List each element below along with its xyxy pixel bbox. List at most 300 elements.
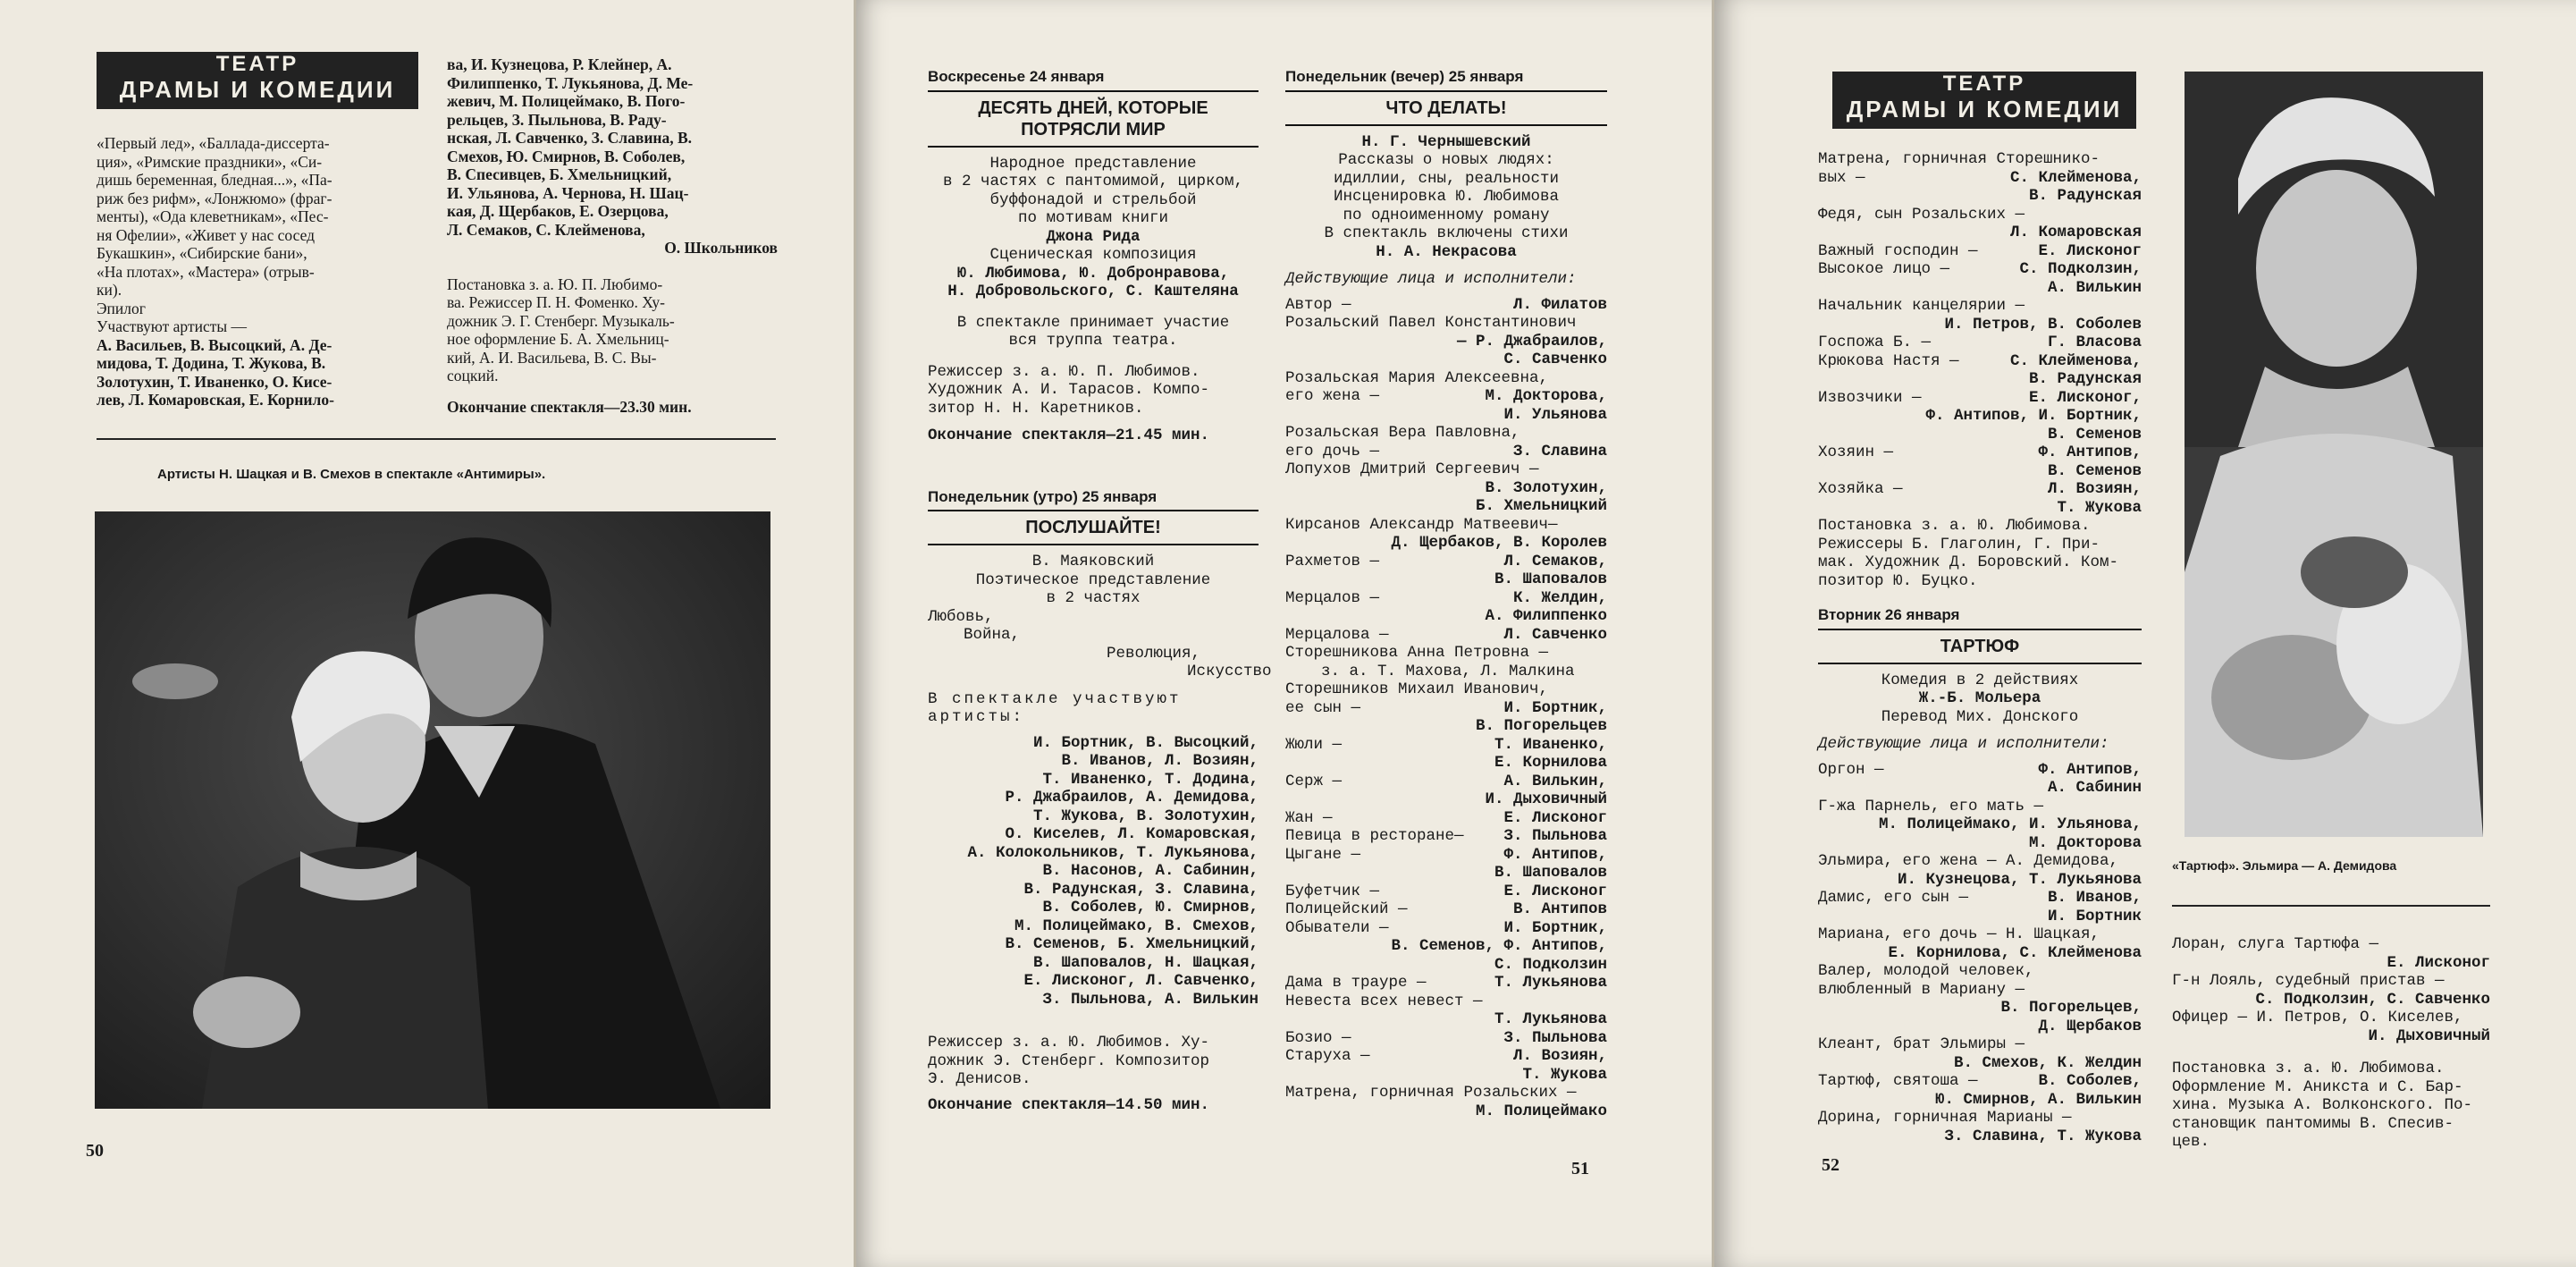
role-row — [1285, 589, 1607, 608]
credits-line: Оформление М. Аникста и С. Бар- — [2172, 1077, 2463, 1096]
role-name: Клеант, брат Эльмиры — — [1818, 1035, 2025, 1053]
role-name: его жена — — [1285, 387, 1380, 405]
description-line: Рассказы о новых людях: — [1338, 151, 1554, 169]
role-row — [1818, 206, 2142, 224]
role-performer: И. Ульянова — [1503, 405, 1607, 424]
description-line: Н. Г. Чернышевский — [1361, 132, 1531, 151]
program-line: риж без рифм», «Лонжюмо» (фраг- — [97, 189, 333, 207]
role-performer: З. Славина — [1512, 442, 1607, 460]
part-line: Революция, — [1107, 644, 1201, 663]
role-row — [1285, 460, 1607, 479]
role-row — [1818, 150, 2142, 169]
role-row — [1818, 426, 2142, 444]
role-name: Матрена, горничная Розальских — — [1285, 1084, 1577, 1102]
role-performer: Л. Возиян, — [2047, 480, 2142, 498]
cast-line: В. Насонов, А. Сабинин, — [1042, 862, 1259, 880]
program-text-column-1 — [97, 134, 423, 410]
role-performer: Е. Лисконог — [1503, 808, 1607, 827]
title-line: ЧТО ДЕЛАТЬ! — [1385, 97, 1507, 118]
credits-line: Постановка з. а. Ю. Любимова. — [2172, 1060, 2445, 1077]
spacer — [928, 418, 1259, 427]
role-row — [1818, 889, 2142, 908]
performance-date: Воскресенье 24 января — [928, 68, 1105, 85]
program-line: Участвуют артисты — — [97, 317, 248, 335]
role-name: Важный господин — — [1818, 241, 1978, 260]
program-text-column-2 — [447, 55, 778, 416]
credits-line: зитор Н. Н. Каретников. — [928, 399, 1144, 418]
role-row — [1818, 852, 2142, 871]
spacer — [928, 301, 1259, 314]
role-row — [1285, 387, 1607, 406]
credits-line: Режиссер з. а. Ю. П. Любимов. — [928, 362, 1200, 381]
credits-line: Постановка з. а. Ю. П. Любимо- — [447, 275, 663, 293]
cast-line: О. Киселев, Л. Комаровская, — [1005, 825, 1259, 843]
role-row — [1285, 1010, 1607, 1029]
role-name: Жюли — — [1285, 735, 1343, 754]
role-row — [1285, 809, 1607, 828]
role-row — [1285, 479, 1607, 498]
role-row — [1818, 981, 2142, 1000]
role-name: Бозио — — [1285, 1028, 1351, 1047]
role-row — [1285, 883, 1607, 901]
page-number: 52 — [1822, 1155, 1839, 1175]
description-line: буффонадой и стрельбой — [989, 190, 1197, 209]
end-time: Окончание спектакля—23.30 мин. — [447, 397, 692, 416]
role-row — [1285, 937, 1607, 956]
description-line: по одноименному роману — [1343, 206, 1550, 224]
title-line: ДЕСЯТЬ ДНЕЙ, КОТОРЫЕ — [978, 97, 1208, 118]
role-row — [1285, 736, 1607, 755]
cast-line: О. Школьников — [664, 239, 778, 257]
role-name: з. а. Т. Махова, Л. Малкина — [1321, 662, 1575, 680]
role-row — [1285, 1047, 1607, 1066]
spacer — [928, 351, 1259, 363]
role-row — [1818, 1054, 2142, 1073]
program-line: ция», «Римские праздники», «Си- — [97, 152, 323, 171]
performance-date: Понедельник (утро) 25 января — [928, 487, 1158, 505]
role-performer: И. Петров, В. Соболев — [1944, 315, 2142, 334]
spacer — [928, 1089, 1259, 1096]
role-performer: Т. Лукьянова — [1494, 974, 1607, 992]
spacer — [1818, 754, 2142, 761]
role-performer: И. Бортник, — [1503, 918, 1607, 937]
credits-line: хина. Музыка А. Волконского. По- — [2172, 1096, 2473, 1114]
role-performer: Л. Комаровская — [2009, 224, 2142, 241]
role-name: Эльмира, его жена — А. Демидова, — [1818, 852, 2119, 870]
cast-line: В. Соболев, Ю. Смирнов, — [1042, 899, 1259, 916]
role-row — [1285, 333, 1607, 351]
title-line: ПОСЛУШАЙТЕ! — [1025, 518, 1161, 537]
theatre-banner: ТЕАТР ДРАМЫ И КОМЕДИИ — [1832, 72, 2136, 129]
role-row — [1285, 754, 1607, 773]
note-line: вся труппа театра. — [1008, 332, 1178, 350]
role-row — [1818, 779, 2142, 798]
role-row — [1285, 1029, 1607, 1048]
role-performer: В. Иванов, — [2047, 889, 2142, 907]
end-time: Окончание спектакля—14.50 мин. — [928, 1095, 1210, 1114]
role-row — [1818, 871, 2142, 890]
role-name: Лопухов Дмитрий Сергеевич — — [1285, 460, 1539, 478]
cast-line: Е. Лисконог, Л. Савченко, — [1023, 972, 1259, 990]
role-row — [1818, 999, 2142, 1018]
credits-line: Режиссер з. а. Ю. Любимов. Ху- — [928, 1034, 1210, 1052]
spacer — [928, 727, 1259, 734]
role-row — [1818, 834, 2142, 853]
spacer — [1818, 590, 2142, 606]
role-row — [1285, 773, 1607, 791]
role-performer: Ю. Смирнов, А. Вилькин — [1934, 1090, 2142, 1109]
role-name: Невеста всех невест — — [1285, 992, 1483, 1010]
role-row — [1285, 956, 1607, 975]
role-name: Буфетчик — — [1285, 882, 1380, 900]
description-line: по мотивам книги — [1017, 209, 1169, 227]
program-column-monday-evening — [1285, 68, 1607, 1120]
cast-line: Л. Семаков, С. Клейменова, — [447, 220, 645, 239]
role-name: Хозяйка — — [1818, 480, 1903, 498]
role-name: Автор — — [1285, 295, 1351, 314]
role-performer: Л. Филатов — [1512, 295, 1607, 314]
spacer — [928, 445, 1259, 488]
performance-title — [1818, 629, 2142, 664]
cast-line: нская, Л. Савченко, З. Славина, В. — [447, 129, 693, 147]
role-row — [1818, 908, 2142, 926]
performance-title — [928, 90, 1259, 148]
role-row — [1285, 717, 1607, 736]
role-name: Г-н Лояль, судебный пристав — — [2172, 972, 2445, 990]
role-row — [1285, 919, 1607, 938]
role-performer: И. Дыховичный — [2368, 1026, 2490, 1045]
credits-line: Постановка з. а. Ю. Любимова. — [1818, 517, 2091, 535]
role-performer: З. Пыльнова — [1503, 1028, 1607, 1047]
credits-line: Э. Денисов. — [928, 1070, 1031, 1088]
cast-line: В. Иванов, Л. Возиян, — [1061, 752, 1259, 770]
cast-line: Т. Жукова, В. Золотухин, — [1032, 807, 1259, 825]
role-name: Мариана, его дочь — Н. Шацкая, — [1818, 925, 2100, 943]
role-performer: Ф. Антипов, — [2038, 443, 2142, 461]
role-row — [1818, 242, 2142, 261]
role-row — [1285, 680, 1607, 699]
description-line: Комедия в 2 действиях — [1881, 671, 2079, 689]
description-line: в 2 частях с пантомимой, цирком, — [942, 173, 1244, 190]
role-name: Хозяин — — [1818, 443, 1894, 461]
role-performer: Е. Корнилова — [1494, 754, 1607, 772]
role-row — [1818, 260, 2142, 279]
role-name: Г-жа Парнель, его мать — — [1818, 797, 2044, 815]
role-name: Певица в ресторане— — [1285, 827, 1464, 845]
role-row — [1285, 626, 1607, 645]
credits-line: кий, А. И. Васильева, В. С. Вы- — [447, 348, 657, 367]
role-performer: — Р. Джабраилов, — [1456, 332, 1607, 351]
role-row — [1818, 944, 2142, 963]
role-row — [1818, 316, 2142, 334]
cast-heading: артисты: — [928, 708, 1025, 726]
role-row — [2172, 1009, 2490, 1027]
credits-line: ное оформление Б. А. Хмельниц- — [447, 330, 669, 348]
role-performer: В. Радунская — [2028, 370, 2142, 388]
credits-line: цев. — [2172, 1133, 2210, 1151]
role-name: Офицер — И. Петров, О. Киселев, — [2172, 1009, 2463, 1026]
part-line: Искусство — [1187, 663, 1272, 680]
role-performer: С. Клейменова, — [2009, 351, 2142, 370]
role-row — [1285, 699, 1607, 718]
role-row — [2172, 954, 2490, 973]
role-row — [1285, 443, 1607, 461]
role-performer: И. Кузнецова, Т. Лукьянова — [1897, 870, 2142, 889]
role-performer: А. Вилькин — [2047, 278, 2142, 297]
spacer — [1285, 289, 1607, 296]
role-row — [1285, 992, 1607, 1011]
program-line: ня Офелии», «Живет у нас сосед — [97, 225, 316, 244]
role-performer: В. Смехов, К. Желдин — [1953, 1053, 2142, 1072]
role-name: вых — — [1818, 168, 1865, 187]
role-row — [1818, 962, 2142, 981]
role-name: Начальник канцелярии — — [1818, 297, 2025, 315]
role-performer: В. Семенов — [2047, 425, 2142, 443]
role-row — [1818, 462, 2142, 481]
photo-caption: «Тартюф». Эльмира — А. Демидова — [2172, 858, 2397, 873]
role-row — [1818, 279, 2142, 298]
description-line: в 2 частях — [1046, 589, 1141, 607]
role-name: Матрена, горничная Сторешнико- — [1818, 150, 2100, 168]
cast-line: В. Радунская, З. Славина, — [1023, 880, 1259, 899]
role-row — [1285, 553, 1607, 571]
cast-line: И. Бортник, В. Высоцкий, — [1032, 733, 1259, 752]
role-performer: Л. Савченко — [1503, 625, 1607, 644]
role-name: Федя, сын Розальских — — [1818, 205, 2025, 224]
role-performer: В. Семенов — [2047, 461, 2142, 480]
role-performer: В. Семенов, Ф. Антипов, — [1391, 937, 1607, 955]
spacer — [1285, 261, 1607, 270]
role-name: Полицейский — — [1285, 900, 1408, 918]
end-time: Окончание спектакля—21.45 мин. — [928, 427, 1210, 444]
role-performer: А. Филиппенко — [1485, 607, 1607, 625]
role-row — [1818, 169, 2142, 188]
cast-line: З. Пыльнова, А. Вилькин — [1042, 990, 1259, 1009]
cast-line: Р. Джабраилов, А. Демидова, — [1005, 789, 1259, 807]
role-name: Мерцалов — — [1285, 588, 1380, 607]
credits-line: дожник Э. Г. Стенберг. Музыкаль- — [447, 311, 675, 330]
role-name: Сторешников Михаил Иванович, — [1285, 680, 1549, 698]
credits-line: соцкий. — [447, 367, 499, 384]
role-name: Серж — — [1285, 772, 1343, 790]
role-performer: Д. Щербаков, В. Королев — [1391, 534, 1607, 552]
role-name: Высокое лицо — — [1818, 260, 1950, 278]
page-51 — [856, 0, 1714, 1267]
role-performer: Т. Лукьянова — [1494, 1010, 1607, 1028]
title-line: ПОТРЯСЛИ МИР — [1021, 119, 1166, 139]
role-row — [1818, 443, 2142, 462]
role-name: его дочь — — [1285, 442, 1380, 460]
role-performer: М. Полицеймако, И. Ульянова, — [1878, 815, 2142, 833]
role-name: Дама в трауре — — [1285, 974, 1427, 992]
role-performer: М. Докторова — [2028, 833, 2142, 852]
description-line: В спектакль включены стихи — [1324, 224, 1569, 242]
cast-line: Т. Иваненко, Т. Додина, — [1042, 770, 1259, 789]
role-performer: К. Желдин, — [1512, 588, 1607, 607]
role-name: Валер, молодой человек, — [1818, 962, 2034, 980]
role-row — [1285, 974, 1607, 992]
program-column-credits — [2172, 935, 2490, 1152]
role-performer: З. Славина, Т. Жукова — [1944, 1127, 2142, 1145]
role-row — [1285, 406, 1607, 425]
role-row — [1285, 1084, 1607, 1102]
cast-line: лев, Л. Комаровская, Е. Корнило- — [97, 391, 334, 409]
role-row — [1285, 534, 1607, 553]
role-name: Дорина, горничная Марианы — — [1818, 1109, 2072, 1127]
role-performer: С. Подколзин, — [2019, 260, 2142, 278]
role-performer: И. Бортник, — [1503, 698, 1607, 717]
role-performer: Т. Жукова — [2057, 498, 2142, 517]
role-row — [1818, 1018, 2142, 1036]
role-name: Оргон — — [1818, 760, 1884, 779]
role-performer: Б. Хмельницкий — [1475, 497, 1607, 515]
credits-line: становщик пантомимы В. Спесив- — [2172, 1114, 2454, 1133]
role-performer: Е. Лисконог — [1503, 882, 1607, 900]
role-name: Розальская Мария Алексеевна, — [1285, 368, 1549, 387]
role-name: Цыгане — — [1285, 845, 1361, 864]
cast-heading: В спектакле участвуют — [928, 689, 1182, 708]
role-row — [1285, 424, 1607, 443]
performance-title — [928, 510, 1259, 545]
role-performer: В. Соболев, — [2038, 1072, 2142, 1090]
page-50 — [0, 0, 856, 1267]
role-name: Дамис, его сын — — [1818, 889, 1969, 907]
spacer — [447, 385, 778, 398]
role-name: Розальская Вера Павловна, — [1285, 424, 1520, 442]
role-row — [2172, 991, 2490, 1009]
role-row — [1285, 314, 1607, 333]
description-line: Н. А. Некрасова — [1376, 242, 1517, 261]
page-number: 50 — [86, 1141, 104, 1161]
role-name: Жан — — [1285, 808, 1333, 827]
role-name: Мерцалова — — [1285, 625, 1389, 644]
role-name: ее сын — — [1285, 698, 1361, 717]
role-row — [1818, 1072, 2142, 1091]
program-line: дишь беременная, бледная...», «Па- — [97, 171, 333, 189]
credits-line: Режиссеры Б. Глаголин, Г. При- — [1818, 535, 2100, 553]
role-performer: Ф. Антипов, — [2038, 760, 2142, 779]
role-performer: Е. Лисконог — [2038, 241, 2142, 260]
role-row — [1285, 846, 1607, 865]
description-line: Ж.-Б. Мольера — [1918, 689, 2041, 707]
role-performer: В. Погорельцев — [1475, 717, 1607, 735]
role-row — [1285, 607, 1607, 626]
role-name: Извозчики — — [1818, 388, 1922, 407]
role-performer: М. Полицеймако — [1475, 1102, 1607, 1120]
role-row — [1285, 1102, 1607, 1121]
description-line: В. Маяковский — [1031, 553, 1155, 570]
role-performer: Е. Корнилова, С. Клейменова — [1888, 943, 2142, 962]
description-line: Народное представление — [989, 154, 1197, 173]
program-column-sunday-monday — [928, 68, 1272, 1114]
spacer — [928, 1009, 1259, 1034]
role-performer: С. Подколзин, С. Савченко — [2255, 990, 2490, 1009]
role-performer: А. Вилькин, — [1503, 772, 1607, 790]
credits-line: мак. Художник Д. Боровский. Ком- — [1818, 553, 2119, 571]
role-performer: В. Шаповалов — [1494, 570, 1607, 588]
role-row — [1818, 370, 2142, 389]
cast-line: мидова, Т. Додина, Т. Жукова, В. — [97, 354, 326, 372]
cast-line: кая, Д. Щербаков, Е. Озерцова, — [447, 202, 669, 220]
performance-date: Понедельник (вечер) 25 января — [1285, 68, 1524, 85]
role-performer: Л. Возиян, — [1512, 1047, 1607, 1065]
program-line: «На плотах», «Мастера» (отрыв- — [97, 262, 315, 281]
role-row — [1285, 900, 1607, 919]
role-name: Обыватели — — [1285, 918, 1389, 937]
role-performer: В. Золотухин, — [1485, 478, 1607, 497]
description-line: Инсценировка Ю. Любимова — [1333, 188, 1560, 206]
tartuffe-photo — [2185, 72, 2483, 837]
role-row — [1285, 516, 1607, 535]
cast-line: Филиппенко, Т. Лукьянова, Д. Ме- — [447, 73, 694, 92]
role-row — [1818, 224, 2142, 242]
role-row — [1285, 351, 1607, 369]
role-name: Госпожа Б. — — [1818, 334, 1932, 351]
program-column-tartuffe — [1818, 150, 2142, 1145]
description-line: Поэтическое представление — [975, 570, 1211, 589]
role-row — [2172, 972, 2490, 991]
description-line: идиллии, сны, реальности — [1333, 169, 1560, 188]
credits-line: Художник А. И. Тарасов. Компо- — [928, 381, 1210, 399]
role-row — [1285, 1066, 1607, 1085]
role-row — [1285, 497, 1607, 516]
cast-line: И. Ульянова, А. Чернова, Н. Шац- — [447, 183, 689, 202]
role-row — [1818, 798, 2142, 816]
role-row — [2172, 935, 2490, 954]
role-name: Крюкова Настя — — [1818, 351, 1959, 370]
role-performer: В. Шаповалов — [1494, 864, 1607, 882]
role-row — [1818, 761, 2142, 780]
antimiry-photo — [95, 511, 770, 1109]
description-line: Джона Рида — [1046, 227, 1141, 246]
theatre-banner: ТЕАТР ДРАМЫ И КОМЕДИИ — [97, 52, 418, 109]
role-performer: М. Докторова, — [1485, 387, 1607, 405]
role-row — [1818, 187, 2142, 206]
role-row — [1818, 352, 2142, 371]
spacer — [928, 681, 1259, 690]
role-performer: Л. Семаков, — [1503, 552, 1607, 570]
roles-heading: Действующие лица и исполнители: — [1818, 735, 2109, 753]
role-performer: А. Сабинин — [2047, 779, 2142, 797]
role-row — [1818, 1128, 2142, 1146]
role-performer: С. Савченко — [1503, 351, 1607, 368]
performance-date: Вторник 26 января — [1818, 606, 1960, 623]
role-row — [1285, 827, 1607, 846]
description-line: Ю. Любимова, Ю. Добронравова, — [956, 264, 1230, 283]
page-number: 51 — [1571, 1159, 1589, 1178]
program-line: ки). — [97, 281, 122, 299]
description-line: Н. Добровольского, С. Каштеляна — [947, 283, 1239, 300]
cast-line: Смехов, Ю. Смирнов, В. Соболев, — [447, 147, 686, 165]
role-performer: С. Подколзин — [1494, 955, 1607, 974]
part-line: Любовь, — [928, 607, 994, 626]
role-performer: Ф. Антипов, — [1503, 845, 1607, 864]
program-line: Букашкин», «Сибирские бани», — [97, 244, 307, 262]
role-name: Рахметов — — [1285, 552, 1380, 570]
role-row — [2172, 1027, 2490, 1046]
role-row — [1818, 1109, 2142, 1128]
role-performer: Т. Иваненко, — [1494, 735, 1607, 754]
cast-line: А. Васильев, В. Высоцкий, А. Де- — [97, 335, 333, 354]
role-performer: В. Погорельцев, — [2000, 999, 2142, 1017]
role-row — [1285, 570, 1607, 589]
cast-line: М. Полицеймако, В. Смехов, — [1014, 916, 1259, 935]
role-performer: С. Клейменова, — [2009, 168, 2142, 187]
role-row — [1818, 1035, 2142, 1054]
role-performer: В. Антипов — [1512, 900, 1607, 918]
roles-heading: Действующие лица и исполнители: — [1285, 270, 1577, 288]
role-performer: Д. Щербаков — [2038, 1017, 2142, 1035]
